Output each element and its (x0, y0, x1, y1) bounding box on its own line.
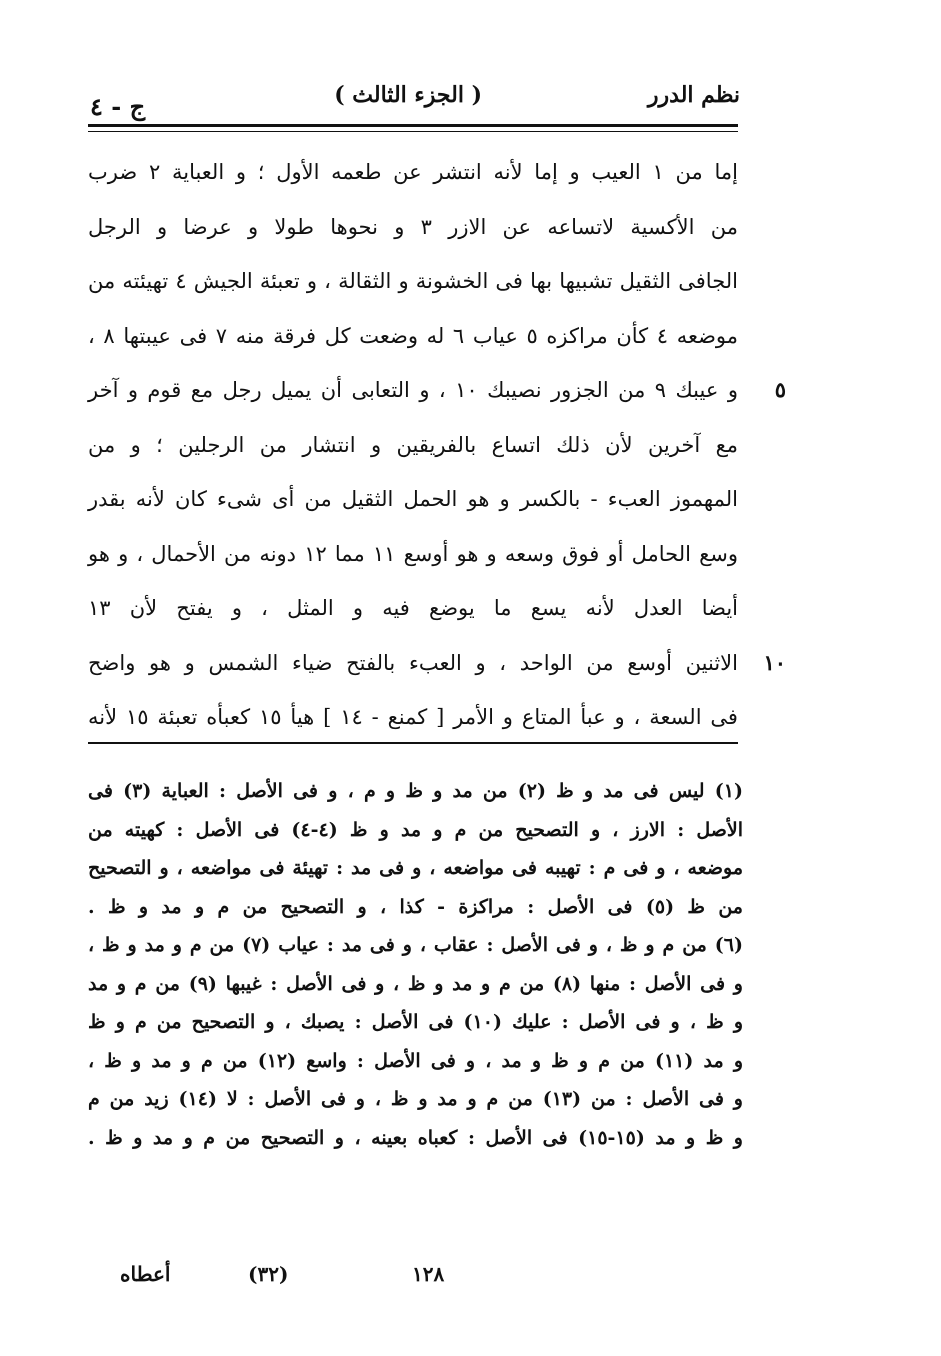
line-number-10: ١٠ (763, 649, 786, 675)
text-line: الجافى الثقيل تشبيها بها فى الخشونة و الثقالة ، و تعبئة الجيش ٤ تهيئته من (88, 269, 738, 293)
text-line: فى السعة ، و عبأ المتاع و الأمر [ كمنع - ١٤ ] هيأ ١٥ كعبأه تعبئة ١٥ لأنه (88, 705, 738, 729)
footnote-line: موضعه ، و فى م : تهيبه فى مواضعه ، و فى مد : تهيئة فى مواضعه ، و التصحيح (88, 857, 743, 879)
footnote-line: (١) ليس فى مد و ظ (٢) من مد و ظ و م ، و فى الأصل : العباية (٣) فى (88, 780, 743, 802)
text-line: الاثنين أوسع من الواحد ، و العبء بالفتح ضياء الشمس و هو واضح (88, 650, 738, 675)
line-number-5: ٥ (774, 377, 786, 402)
header-rule-thin (88, 131, 738, 132)
text-line: المهموز العبء - بالكسر و هو الحمل الثقيل من أى شىء كان لأنه بقدر (88, 487, 738, 511)
text-line: موضعه ٤ كأن مراكزه ٥ عياب ٦ له وضعت كل فرقة منه ٧ فى عيبتها ٨ ، (88, 323, 739, 348)
volume-mark: ج - ٤ (90, 92, 146, 121)
text-line: من الأكسية لاتساعه عن الازر ٣ و نحوها طولا و عرضا و الرجل (88, 214, 738, 239)
footnote-line: و ظ و مد (١٥-١٥) فى الأصل : كعباه بعينه ، و التصحيح من م و مد و ظ . (88, 1126, 743, 1149)
footnote-line: من ظ (٥) فى الأصل : مراكزة - كذا ، و التصحيح من م و مد و ظ . (88, 895, 743, 918)
page-footer (120, 1262, 460, 1296)
footnote-separator (88, 742, 738, 744)
text-line: وسع الحامل أو فوق وسعه و هو أوسع ١١ مما ١٢ دونه من الأحمال ، و هو (88, 541, 738, 566)
footnote-line: و فى الأصل : من (١٣) من م و مد و ظ ، و فى الأصل : لا (١٤) زيد من م (88, 1088, 743, 1110)
footnote-line: و ظ ، و فى الأصل : عليك (١٠) فى الأصل : يصبك ، و التصحيح من م و ظ (88, 1011, 743, 1033)
text-line: و عيبك ٩ من الجزور نصيبك ١٠ ، و التعابى أن يميل رجل مع قوم و آخر (88, 378, 738, 402)
text-line-10-wrapper (88, 636, 786, 691)
text-line: إما من ١ العيب و إما لأنه انتشر عن طعمه الأول ؛ و العباية ٢ ضرب (88, 160, 738, 184)
page-header (90, 82, 740, 122)
signature-mark: (٣٢) (248, 1262, 289, 1286)
running-book-title: نظم الدرر (647, 82, 740, 108)
header-rule-thick (88, 124, 738, 127)
running-part-title: ( الجزء الثالث ) (334, 82, 482, 108)
footnotes (88, 772, 743, 1157)
text-line: أيضا العدل لأنه يسع ما يوضع فيه و المثل ، و يفتح لأن ١٣ (88, 596, 738, 620)
text-line-5-wrapper (88, 363, 786, 418)
page-number: ١٢٨ (412, 1262, 445, 1286)
catchword: أعطاه (120, 1262, 171, 1286)
text-line: مع آخرين لأن ذلك اتساع بالفريقين و انتشار من الرجلين ؛ و من (88, 432, 738, 457)
footnote-line: و فى الأصل : منها (٨) من م و مد و ظ ، و فى الأصل : غيبها (٩) من م و مد (88, 972, 743, 995)
footnote-line: و مد (١١) من م و ظ و مد ، و فى الأصل : واسع (١٢) من م و مد و ظ ، (88, 1049, 744, 1072)
footnote-line: (٦) من م و ظ ، و فى الأصل : عقاب ، و فى مد : عياب (٧) من م و مد و ظ ، (88, 934, 743, 956)
main-text (88, 145, 786, 745)
footnote-line: الأصل : الارز ، و التصحيح من م و مد و ظ (٤-٤) فى الأصل : كهيته من (88, 818, 743, 841)
